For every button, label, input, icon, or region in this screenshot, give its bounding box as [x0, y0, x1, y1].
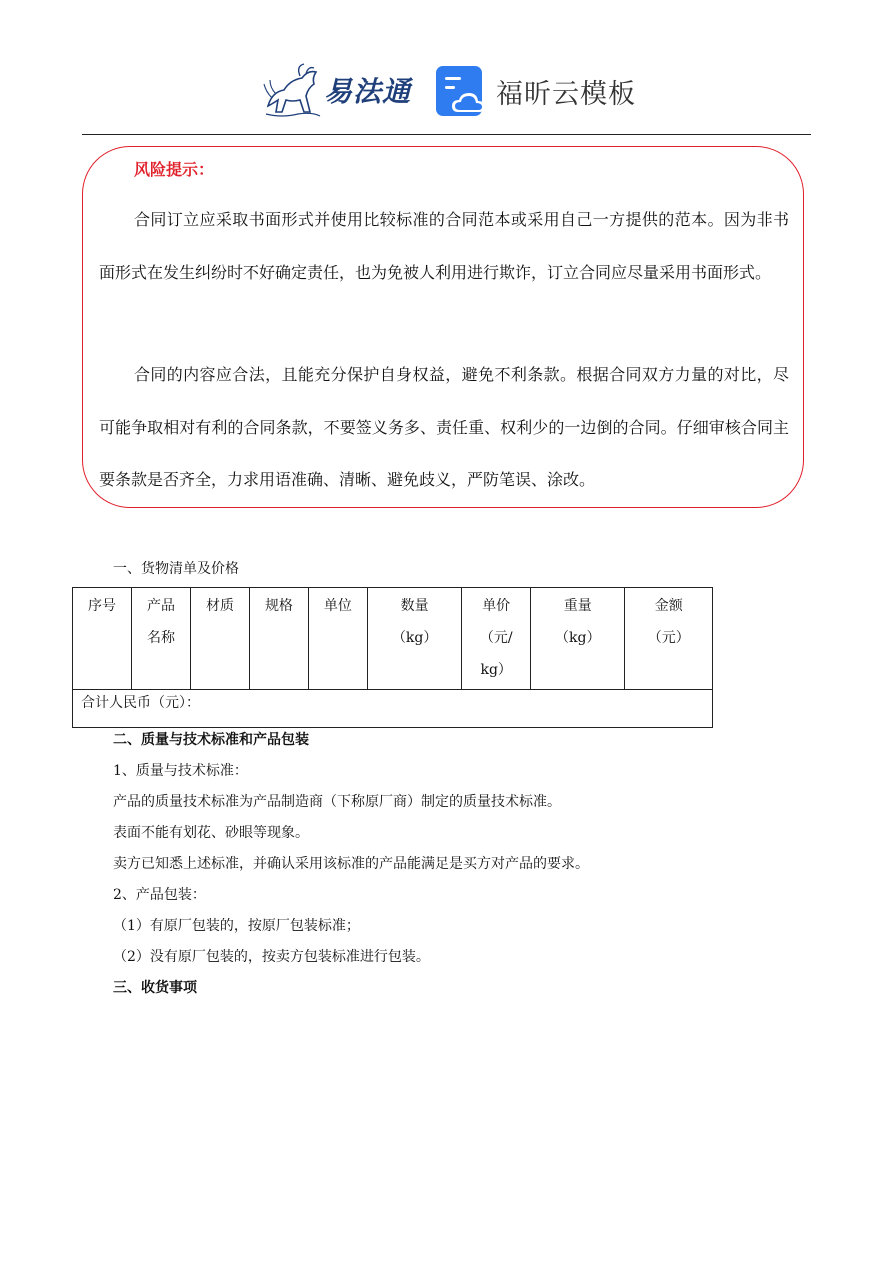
body-line: 卖方已知悉上述标准，并确认采用该标准的产品能满足是买方对产品的要求。 — [113, 856, 589, 872]
goods-price-table — [72, 587, 713, 728]
body-line: 表面不能有划花、砂眼等现象。 — [113, 825, 309, 841]
cloud-document-icon — [436, 66, 486, 116]
brand-yifatong: 易法通 — [324, 75, 412, 108]
body-line: （1）有原厂包装的，按原厂包装标准； — [113, 918, 360, 934]
section-2-title: 二、质量与技术标准和产品包装 — [113, 732, 309, 748]
section-1-title: 一、货物清单及价格 — [113, 561, 239, 577]
body-line: 1、质量与技术标准： — [113, 763, 248, 779]
col-amount: 金额 （元） — [625, 588, 713, 690]
col-spec: 规格 — [249, 588, 308, 690]
brand-foxit-cloud-template: 福昕云模板 — [496, 79, 636, 110]
risk-paragraph-1: 合同订立应采取书面形式并使用比较标准的合同范本或采用自己一方提供的范本。因为非书面形式在发生纠纷时不好确定责任，也为免被人利用进行欺诈，订立合同应尽量采用书面形式。 — [99, 210, 789, 282]
col-product-name: 产品 名称 — [131, 588, 190, 690]
col-weight: 重量 （kg） — [530, 588, 624, 690]
table-total-row — [73, 690, 713, 728]
col-unit: 单位 — [308, 588, 367, 690]
header-divider — [82, 134, 811, 135]
page-header — [0, 0, 893, 136]
col-serial: 序号 — [73, 588, 132, 690]
body-line: （2）没有原厂包装的，按卖方包装标准进行包装。 — [113, 949, 430, 965]
risk-paragraph-2: 合同的内容应合法，且能充分保护自身权益，避免不利条款。根据合同双方力量的对比，尽可能争取相对有利的合同条款，不要签义务多、责任重、权利少的一边倒的合同。仔细审核合同主要条款是否齐全，力求用语准确、清晰、避免歧义，严防笔误、涂改。 — [99, 365, 789, 489]
body-line: 2、产品包装： — [113, 887, 206, 903]
risk-title: 风险提示： — [134, 160, 215, 179]
col-unit-price: 单价 （元/ kg） — [462, 588, 531, 690]
col-material: 材质 — [190, 588, 249, 690]
qilin-horse-icon — [262, 62, 322, 118]
total-rmb-cell: 合计人民币（元）： — [73, 690, 713, 728]
table-header-row — [73, 588, 713, 690]
section-3-title: 三、收货事项 — [113, 980, 197, 996]
col-quantity: 数量 （kg） — [367, 588, 461, 690]
body-line: 产品的质量技术标准为产品制造商（下称原厂商）制定的质量技术标准。 — [113, 794, 561, 810]
